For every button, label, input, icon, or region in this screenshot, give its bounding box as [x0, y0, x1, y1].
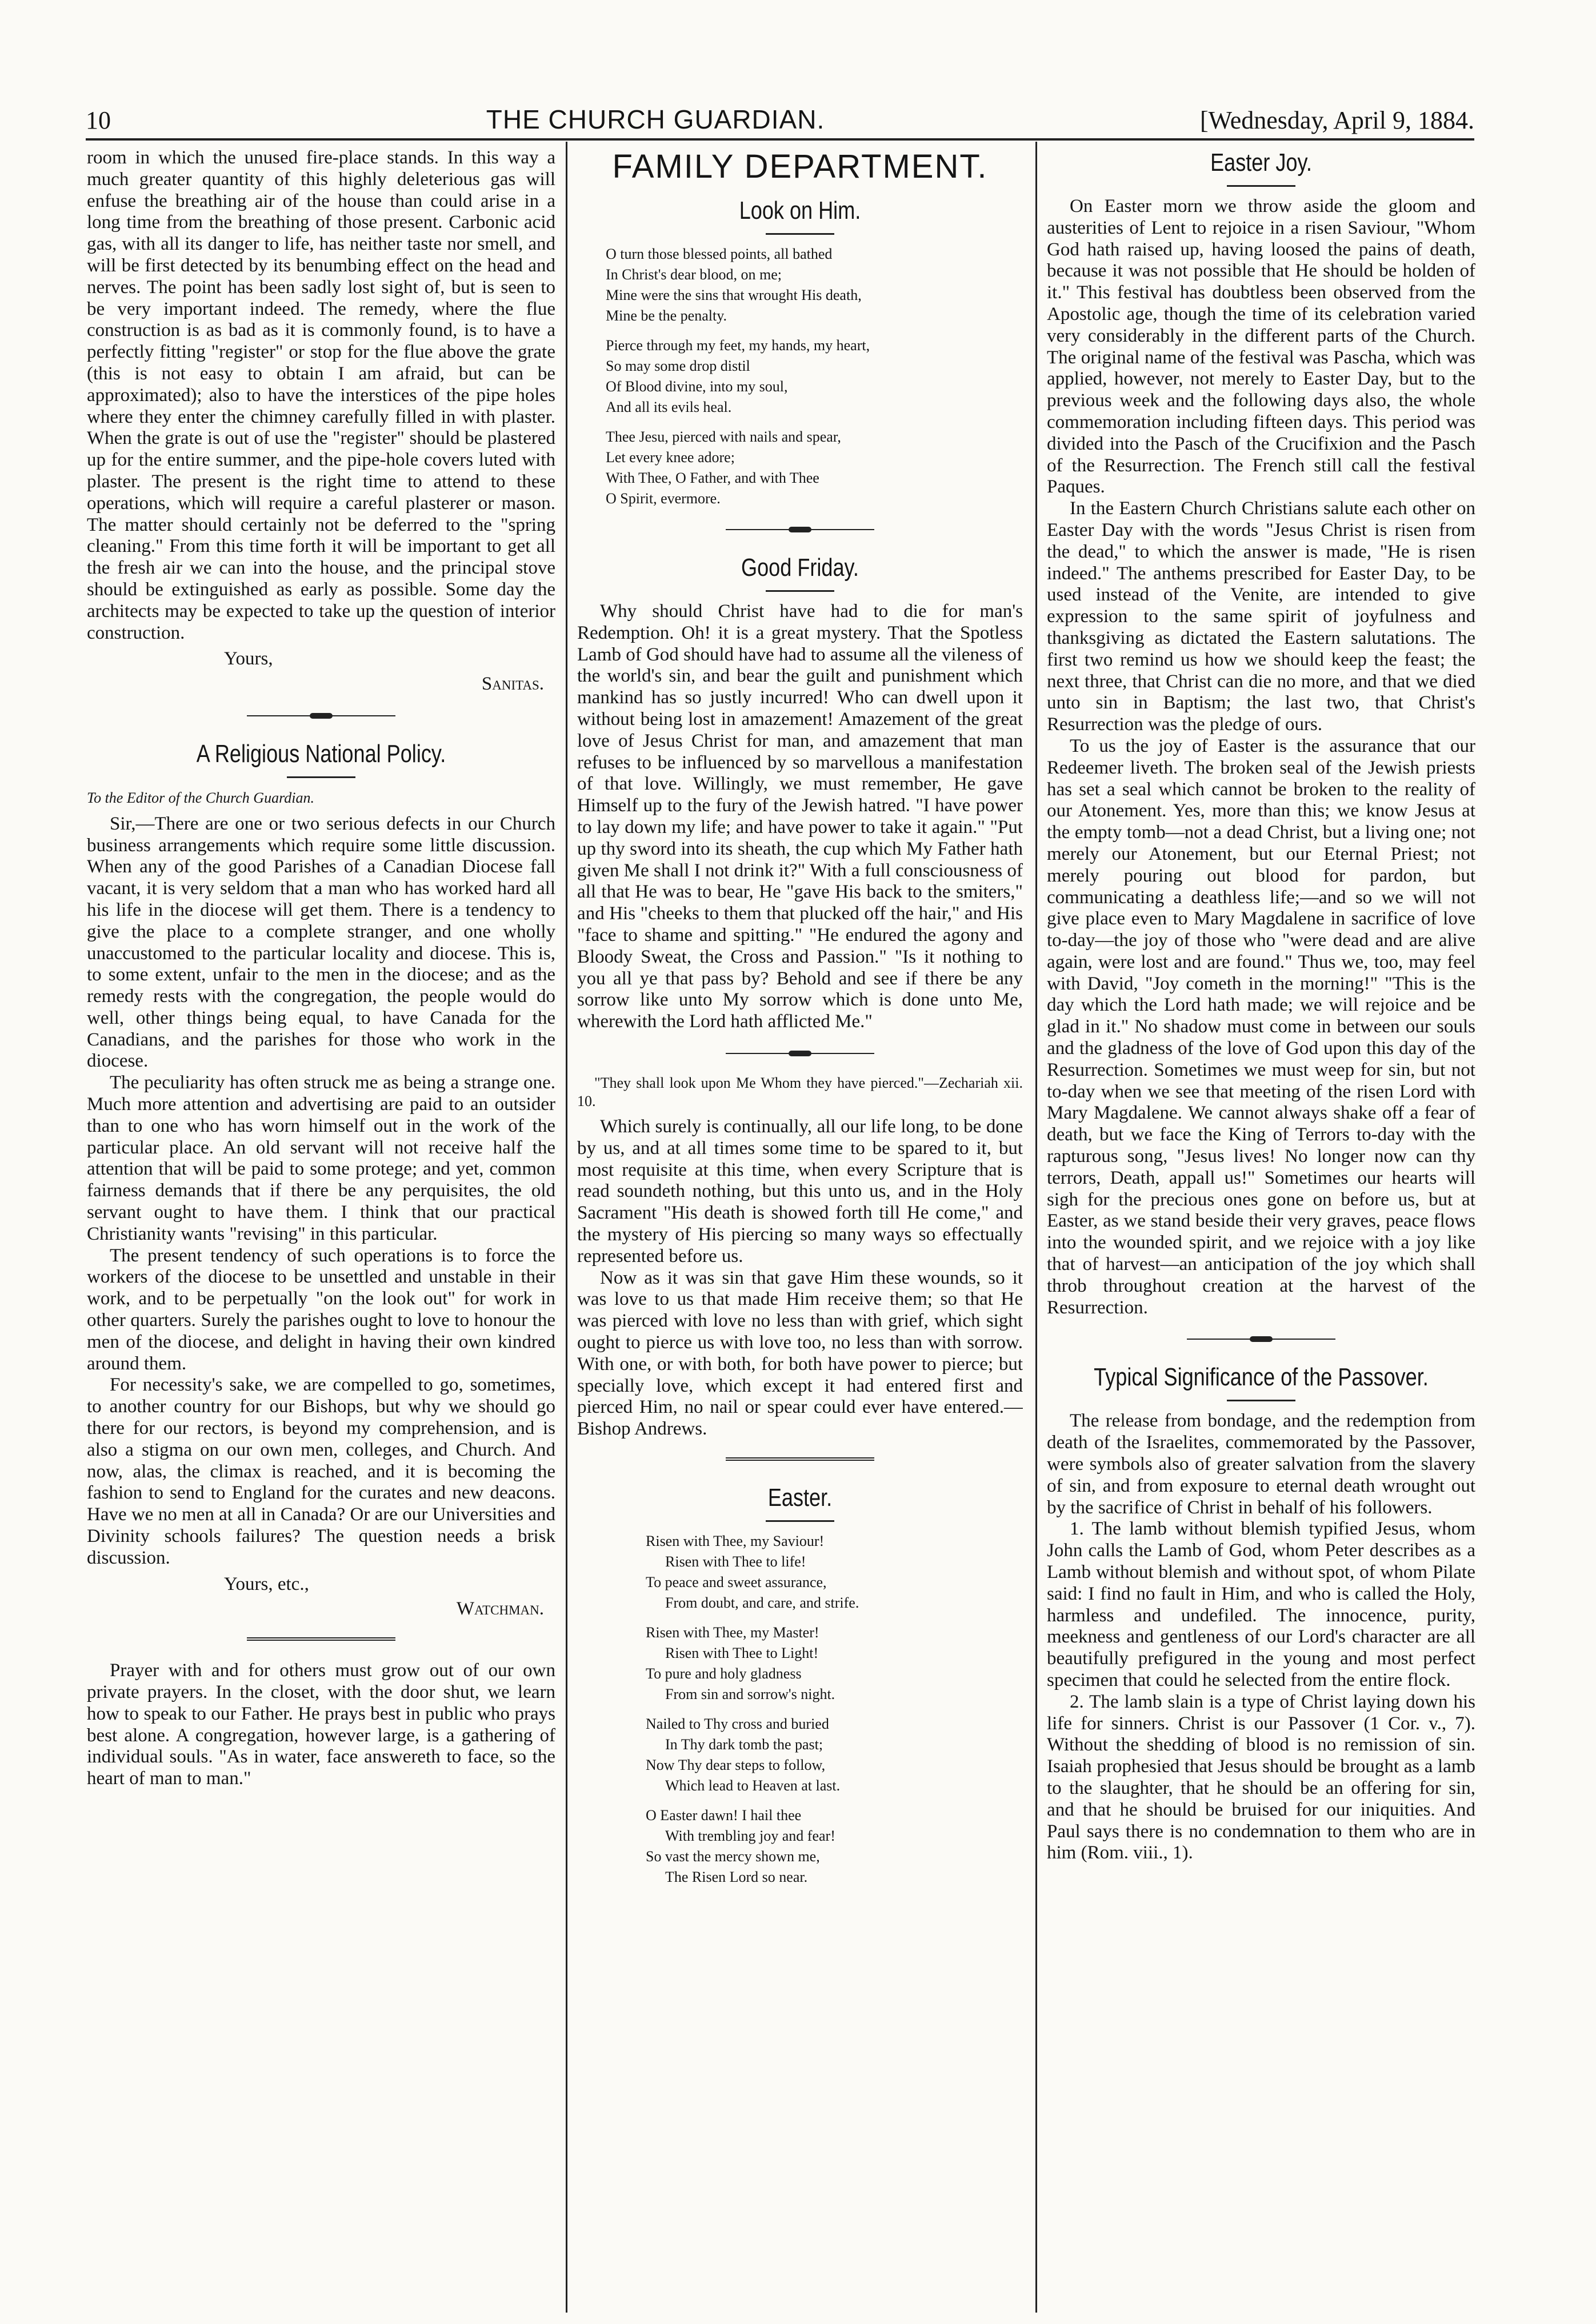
poem-stanza — [606, 427, 1023, 509]
article-heading: Typical Significance of the Passover. — [1094, 1363, 1429, 1392]
article-paragraph: The present tendency of such operations is to force the workers of the diocese to be unsettled and unstable in their work, and to be perpetually "on the look out" for work in other quarters. Surely the parishes ought to love to honour the men of the diocese, and delight in having their own kindred around them. — [87, 1245, 555, 1374]
section-divider — [726, 1457, 874, 1463]
section-ornament — [726, 1050, 874, 1057]
page-header — [86, 104, 1474, 133]
poem-stanza — [646, 1805, 1023, 1888]
poem-stanza — [646, 1714, 1023, 1796]
poem-line: Thee Jesu, pierced with nails and spear, — [606, 428, 841, 445]
poem-line: O Easter dawn! I hail thee — [646, 1806, 802, 1824]
poem-line: And all its evils heal. — [606, 399, 732, 415]
poem-look-on-him — [577, 244, 1023, 509]
newspaper-title: THE CHURCH GUARDIAN. — [486, 105, 825, 134]
section-ornament — [1187, 1336, 1335, 1343]
article-paragraph: To us the joy of Easter is the assurance that our Redeemer liveth. The broken seal of the Jewish priests has set a seal which cannot be broken to the reality of our Atonement. Yes, more than this; we know Jesus at the empty tomb—not a dead Christ, but a living one; not merely our Atonement, but our Eternal Priest; not merely pouring out blood for pardon, but communicating a deathless life;—and so we will not give place even to Mary Magdalene in sacrifice of love to-day—the joy of those who "were dead and are alive again, were lost and are found." Thus we, too, may feel with David, "Joy cometh in the morning!" "This is the day which the Lord hath made; we will rejoice and be glad in it." No shadow must come in between our souls and the gladness of the love of God upon this day of the Resurrection. Sometimes we must weep for sin, but not to-day when we see that meeting of the risen Lord with Mary Magdalene. We cannot always shake off a fear of death, but we face the King of Terrors to-day with the rapturous song, "Jesus lives! No longer now can thy terrors, Death, appall us!" Sometimes our hearts will sigh for the precious ones gone on before us, but at Easter, as we stand beside their very graves, peace flows into the wounded spirit, and we rejoice with a joy like that of harvest—an anticipation of the joy which shall throb throughout creation at the harvest of the Resurrection. — [1047, 735, 1475, 1318]
salutation: To the Editor of the Church Guardian. — [87, 789, 314, 806]
poem-line: With Thee, O Father, and with Thee — [606, 470, 819, 486]
poem-line: Pierce through my feet, my hands, my heart, — [606, 337, 870, 354]
article-paragraph: Sir,—There are one or two serious defects in our Church business arrangements which require some little discussion. When any of the good Parishes of a Canadian Diocese fall vacant, it is very seldom that a man who has worked hard all his life in the diocese will get them. There is a tendency to give the place to a complete stranger, and one wholly unaccustomed to the particular locality and diocese. This is, to some extent, unfair to the men in the diocese; and as the remedy rests with the congregation, the people would do well, other things being equal, to have Canada for the Canadians, and the parishes for those who work in the diocese. — [87, 813, 555, 1072]
poem-line: Now Thy dear steps to follow, — [646, 1756, 826, 1773]
article-paragraph: 2. The lamb slain is a type of Christ laying down his life for sinners. Christ is our Passover (1 Cor. v., 7). Without the shedding of blood is no remission of sin. Isaiah prophesied that Jesus should be brought as a lamb to the slaughter, that he should be an offering for sin, and that he should be bruised for our iniquities. And Paul says there is no condemnation to them who are in him (Rom. viii., 1). — [1047, 1691, 1475, 1864]
poem-line: O turn those blessed points, all bathed — [606, 246, 833, 262]
poem-line: In Thy dark tomb the past; — [665, 1736, 823, 1753]
poem-line: Mine were the sins that wrought His death, — [606, 287, 862, 303]
section-ornament — [247, 712, 395, 719]
section-divider — [247, 1637, 395, 1643]
heading-rule — [1227, 185, 1295, 187]
poem-line: To pure and holy gladness — [646, 1665, 802, 1682]
poem-line: Of Blood divine, into my soul, — [606, 378, 788, 395]
poem-line: In Christ's dear blood, on me; — [606, 266, 782, 283]
header-rule — [86, 138, 1474, 141]
poem-line: Risen with Thee, my Master! — [646, 1624, 819, 1641]
article-heading: A Religious National Policy. — [196, 739, 446, 768]
article-paragraph: Prayer with and for others must grow out of our own private prayers. In the closet, with the door shut, we learn how to speak to our Father. He prays best in public who prays best alone. A congregation, however large, is a gathering of individual souls. "As in water, face answereth to face, so the heart of man to man." — [87, 1660, 555, 1789]
poem-line: Risen with Thee, my Saviour! — [646, 1532, 825, 1549]
article-heading: Good Friday. — [741, 554, 859, 582]
poem-line: From doubt, and care, and strife. — [665, 1594, 859, 1611]
issue-date: [Wednesday, April 9, 1884. — [1200, 106, 1474, 134]
letter-signature: Watchman. — [456, 1598, 544, 1620]
page-number: 10 — [86, 106, 111, 134]
poem-line: Risen with Thee to Light! — [665, 1644, 819, 1661]
heading-rule — [1227, 1400, 1295, 1401]
heading-rule — [766, 590, 834, 592]
heading-rule — [766, 233, 834, 235]
poem-line: To peace and sweet assurance, — [646, 1573, 827, 1590]
poem-line: O Spirit, evermore. — [606, 490, 721, 507]
article-paragraph: Why should Christ have had to die for man's Redemption. Oh! it is a great mystery. That the Spotless Lamb of God should have had to assume all the vileness of the world's sin, and bear the guilt and punishment which mankind has so justly incurred! Who can dwell upon it without being lost in amazement! Amazement of the great love of Jesus Christ for man, and amazement that man refuses to be influenced by so marvellous a manifestation of that love. Willingly, we must remember, He gave Himself up to the fury of the Jewish hatred. "I have power to lay down my life; and have power to take it again." "Put up thy sword into its sheath, the cup which My Father hath given Me shall I not drink it?" With a full consciousness of all that He was to bear, He "gave His back to the smiters," and His "cheeks to them that plucked off the hair," and His "face to shame and spitting." "He endured the agony and Bloody Sweat, the Cross and Passion." "Is it nothing to you all ye that pass by? Behold and see if there be any sorrow like unto My sorrow which is done unto Me, wherewith the Lord hath afflicted Me." — [577, 601, 1023, 1032]
poem-line: So may some drop distil — [606, 358, 750, 374]
letter-closing: Yours, etc., — [224, 1573, 309, 1594]
poem-line: Let every knee adore; — [606, 449, 735, 466]
poem-line: With trembling joy and fear! — [665, 1827, 835, 1844]
scripture-epigraph: "They shall look upon Me Whom they have pierced."—Zechariah xii. 10. — [577, 1074, 1023, 1109]
poem-stanza — [646, 1531, 1023, 1613]
poem-stanza — [646, 1622, 1023, 1705]
poem-line: Nailed to Thy cross and buried — [646, 1715, 829, 1732]
department-title: FAMILY DEPARTMENT. — [612, 148, 988, 185]
article-paragraph: Which surely is continually, all our life long, to be done by us, and at all times some time to be spared to it, but most requisite at this time, when every Scripture that is read soundeth nothing, but this unto us, and in the Holy Sacrament "His death is showed forth till He come," and the mystery of His piercing so many ways so effectually represented before us. — [577, 1116, 1023, 1267]
letter-signature: Sanitas. — [481, 674, 544, 695]
poem-line: Which lead to Heaven at last. — [665, 1777, 841, 1794]
letter-closing: Yours, — [224, 648, 273, 670]
article-paragraph: The peculiarity has often struck me as being a strange one. Much more attention and advertising are paid to an outsider than to one who has worn himself out in the work of the particular place. An old servant will not receive half the attention that will be paid to some protege; and yet, common fairness demands that if there be any perquisites, the old servant ought to have them. I think that our practical Christianity wants "revising" in this particular. — [87, 1072, 555, 1244]
column-divider-2 — [1035, 142, 1037, 2313]
article-paragraph: 1. The lamb without blemish typified Jesus, whom John calls the Lamb of God, whom Peter describes as a Lamb without blemish and without spot, of whom Pilate said: I find no fault in Him, and who is called the Holy, harmless and undefiled. The innocence, purity, meekness and gentleness of our Lord's character are all beautifully prefigured in the young and most perfect specimen that could he selected from the entire flock. — [1047, 1518, 1475, 1690]
article-paragraph: For necessity's sake, we are compelled to go, sometimes, to another country for our Bishops, but why we should go there for our rectors, is beyond my comprehension, and is also a stigma on our own men, colleges, and Church. And now, alas, the climax is reached, and it is becoming the fashion to send to England for the curates and new deacons. Have we no men at all in Canada? Or are our Universities and Divinity schools failures? The question needs a brisk discussion. — [87, 1375, 555, 1568]
column-2 — [577, 147, 1023, 2307]
column-3 — [1047, 147, 1475, 2307]
heading-rule — [766, 1520, 834, 1522]
poem-line: The Risen Lord so near. — [665, 1868, 808, 1885]
poem-line: Risen with Thee to life! — [665, 1553, 806, 1570]
article-paragraph: Now as it was sin that gave Him these wounds, so it was love to us that made Him receive them; so that He was pierced with love no less than with grief, which sight ought to pierce us with love too, no less than with sorrow. With one, or with both, for both have power to pierce; but specially love, which except it had entered first and pierced Him, no nail or spear could ever have entered.—Bishop Andrews. — [577, 1267, 1023, 1440]
poem-stanza — [606, 244, 1023, 326]
heading-rule — [287, 776, 355, 778]
column-1 — [87, 147, 555, 2307]
poem-stanza — [606, 335, 1023, 418]
poem-line: Mine be the penalty. — [606, 307, 727, 324]
poem-line: From sin and sorrow's night. — [665, 1685, 835, 1702]
poem-title: Easter. — [767, 1483, 833, 1512]
article-paragraph: room in which the unused fire-place stands. In this way a much greater quantity of this highly deleterious gas will enfuse the breathing air of the house than could arise in a long time from the breathing of those present. Carbonic acid gas, with all its danger to life, has neither taste nor smell, and will be first detected by its benumbing effect on the head and nerves. The point has been sadly lost sight of, but is seen to be very important indeed. The remedy, where the flue construction is as bad as it is commonly found, is to have a perfectly fitting "register" or stop for the flue above the grate (this is not easy to obtain I am afraid, but can be approximated); also to have the interstices of the pipe holes where they enter the chimney carefully filled in with plaster. When the grate is out of use the "register" should be plastered up for the entire summer, and the pipe-hole covers luted with plaster. The present is the right time to attend to these operations, which will require a careful plasterer or mason. The matter should certainly not be deferred to the "spring cleaning." From this time forth it will be important to get all the fresh air we can into the house, and the principal stove should be extinguished as early as possible. Some day the architects may be expected to take up the question of interior construction. — [87, 147, 555, 643]
poem-title: Look on Him. — [739, 197, 861, 225]
article-paragraph: In the Eastern Church Christians salute each other on Easter Day with the words "Jesus Christ is risen from the dead," to which the answer is made, "He is risen indeed." The anthems prescribed for Easter Day, to be used instead of the Venite, are intended to give expression to the same spirit of joyfulness and thanksgiving as dictated the Eastern salutations. The first two remind us how we should keep the feast; the next three, that Christ can die no more, and that we died unto sin in Baptism; the last two, that Christ's Resurrection was the pledge of ours. — [1047, 498, 1475, 735]
column-divider-1 — [566, 142, 567, 2313]
poem-easter — [577, 1531, 1023, 1888]
section-ornament — [726, 526, 874, 533]
article-heading: Easter Joy. — [1210, 149, 1312, 177]
article-paragraph: The release from bondage, and the redemption from death of the Israelites, commemorated by the Passover, were symbols also of greater salvation from the slavery of sin, and from exposure to eternal death wrought out by the sacrifice of Christ in behalf of his followers. — [1047, 1411, 1475, 1518]
poem-line: So vast the mercy shown me, — [646, 1848, 820, 1865]
article-paragraph: On Easter morn we throw aside the gloom and austerities of Lent to rejoice in a risen Saviour, "Whom God hath raised up, having loosed the pains of death, because it was not possible that He should be holden of it." This festival has doubtless been observed from the Apostolic age, though the time of its celebration varied very considerably in the different parts of the Church. The original name of the festival was Pascha, which was applied, however, not merely to Easter Day, but to the previous week and the following days also, the whole commemoration including fifteen days. This period was divided into the Pasch of the Crucifixion and the Pasch of the Resurrection. The French still call the festival Paques. — [1047, 196, 1475, 498]
